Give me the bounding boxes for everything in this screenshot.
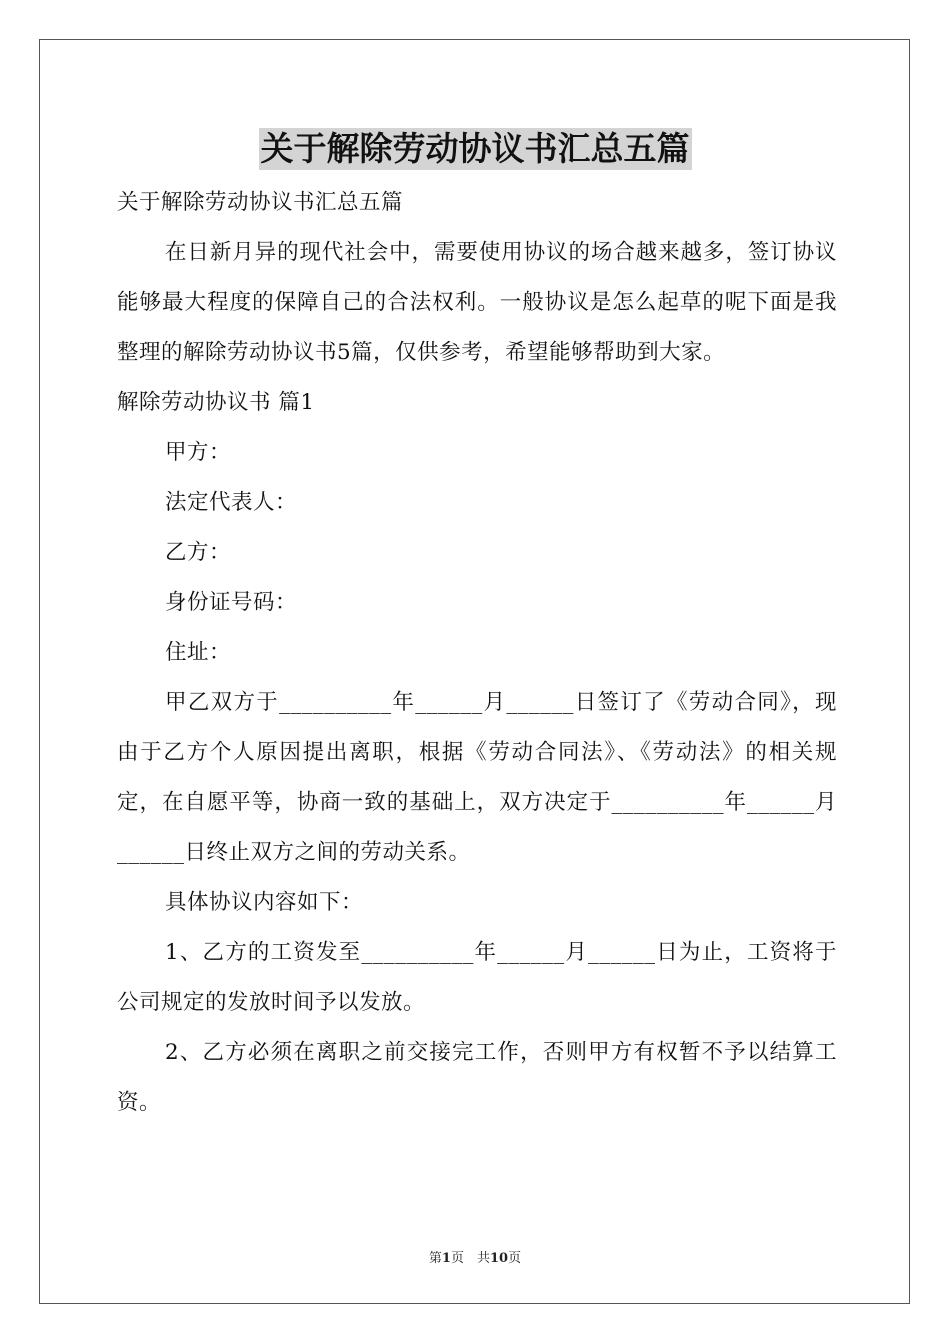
document-subtitle: 关于解除劳动协议书汇总五篇 (117, 190, 404, 215)
title-container (0, 128, 950, 170)
agreement-paragraph: 甲乙双方于__________年______月______日签订了《劳动合同》，现由于乙方个人原因提出离职，根据《劳动合同法》、《劳动法》的相关规定，在自愿平等，协商一致的基础上，双方决定于__________年______月______日终止双方之间的劳动关系。 (117, 690, 837, 865)
section-heading: 解除劳动协议书 篇1 (117, 390, 315, 415)
footer-page-prefix: 第 (428, 1251, 442, 1266)
footer-total-pages: 10 (489, 1251, 509, 1266)
party-b-label: 乙方： (165, 540, 232, 565)
document-title: 关于解除劳动协议书汇总五篇 (260, 129, 690, 168)
clause-1: 1、乙方的工资发至__________年______月______日为止，工资将于公司规定的发放时间予以发放。 (117, 940, 837, 1015)
intro-paragraph: 在日新月异的现代社会中，需要使用协议的场合越来越多，签订协议能够最大程度的保障自己的合法权利。一般协议是怎么起草的呢下面是我整理的解除劳动协议书5篇，仅供参考，希望能够帮助到大家。 (117, 240, 837, 365)
address-label: 住址： (165, 640, 232, 665)
footer-page-mid: 页 共 (450, 1251, 490, 1266)
content-heading: 具体协议内容如下： (165, 890, 364, 915)
clause-2: 2、乙方必须在离职之前交接完工作，否则甲方有权暂不予以结算工资。 (117, 1040, 837, 1115)
party-a-label: 甲方： (165, 440, 232, 465)
id-number-label: 身份证号码： (165, 590, 298, 615)
footer-page-number: 1 (441, 1251, 451, 1266)
page-footer (0, 1247, 950, 1266)
document-body (117, 178, 837, 1128)
legal-rep-label: 法定代表人： (165, 490, 298, 515)
footer-page-suffix: 页 (508, 1251, 522, 1266)
